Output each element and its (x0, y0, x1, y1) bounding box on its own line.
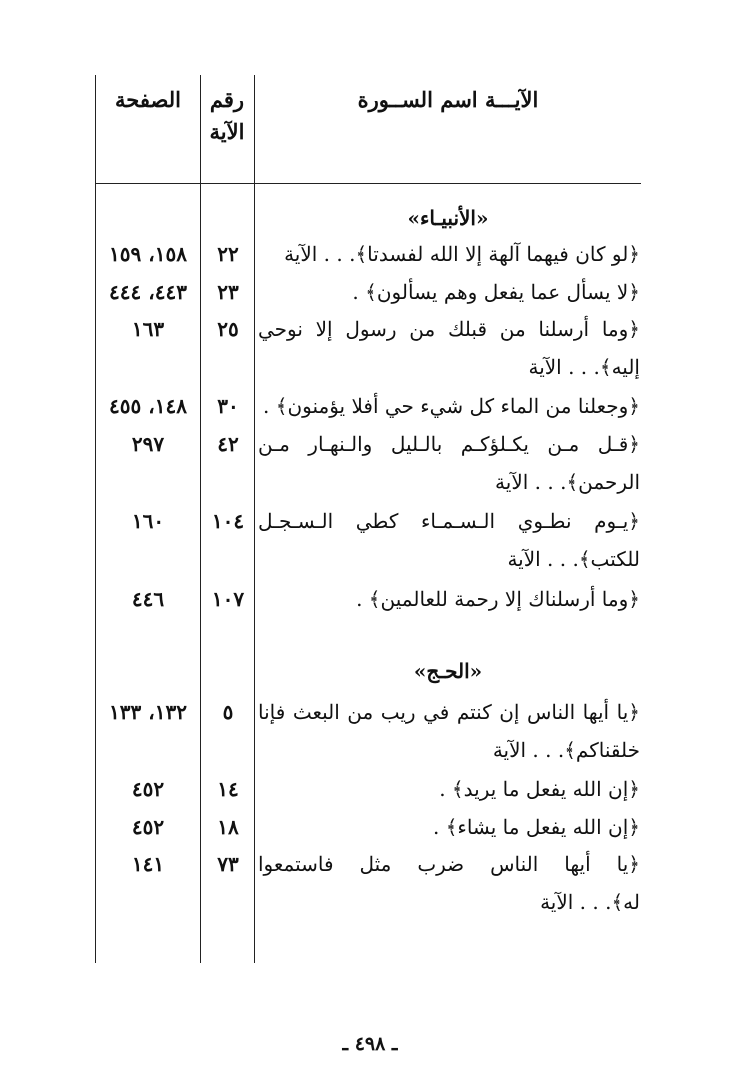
aya-number: ٥ (222, 700, 234, 724)
aya-text: ﴿يا أيها الناس ضرب مثل فاستمعوا له﴾. . . الآية (258, 852, 640, 914)
aya-number: ٢٥ (217, 317, 239, 341)
aya-text: ﴿وجعلنا من الماء كل شيء حي أفلا يؤمنون﴾ . (263, 394, 640, 418)
aya-text: ﴿لو كان فيهما آلهة إلا الله لفسدتا﴾. . . الآية (284, 242, 640, 266)
aya-text: ﴿يا أيها الناس إن كنتم في ريب من البعث فإنا خلقناكم﴾. . . الآية (258, 700, 640, 762)
page-refs: ١٥٨، ١٥٩ (109, 242, 187, 266)
aya-number: ٢٣ (217, 280, 239, 304)
page-refs: ١٦٠ (131, 509, 165, 533)
aya-text: ﴿يـوم نطـوي الـسـمـاء كطي الـسـجـل للكتب﴾. . . الآية (258, 509, 640, 571)
aya-text: ﴿وما أرسلناك إلا رحمة للعالمين﴾ . (356, 587, 640, 611)
aya-text: ﴿لا يسأل عما يفعل وهم يسألون﴾ . (352, 280, 640, 304)
aya-number: ١٤ (217, 777, 239, 801)
page-refs: ٢٩٧ (131, 432, 165, 456)
page-refs: ٤٥٢ (131, 815, 165, 839)
header-aya-number: رقم الآية (209, 87, 245, 144)
aya-text: ﴿قـل مـن يكـلؤكـم بالـليل والـنهـار مـن الرحمن﴾. . . الآية (258, 432, 640, 494)
page-refs: ١٤١ (131, 852, 165, 876)
surah-title: «الأنبيـاء» (407, 206, 489, 230)
aya-number: ١٨ (217, 815, 239, 839)
aya-number: ٣٠ (217, 394, 239, 418)
page-number: ـ ٤٩٨ ـ (342, 1033, 398, 1055)
surah-title: «الحـج» (413, 659, 483, 683)
header-underline (96, 183, 641, 184)
aya-number: ١٠٧ (211, 587, 245, 611)
page-refs: ٤٥٢ (131, 777, 165, 801)
page-refs: ١٦٣ (131, 317, 165, 341)
aya-text: ﴿وما أرسلنا من قبلك من رسول إلا نوحي إليه﴾. . . الآية (258, 317, 640, 379)
header-page: الصفحة (115, 87, 181, 112)
aya-text: ﴿إن الله يفعل ما يريد﴾ . (439, 777, 640, 801)
page-refs: ٤٤٦ (131, 587, 165, 611)
page-refs: ١٣٢، ١٣٣ (109, 700, 187, 724)
aya-number: ٧٣ (217, 852, 239, 876)
aya-text: ﴿إن الله يفعل ما يشاء﴾ . (432, 815, 640, 839)
header-aya-surah: الآيـــة اسم الســورة (357, 87, 539, 112)
page-refs: ١٤٨، ٤٥٥ (109, 394, 187, 418)
aya-number: ٢٢ (217, 242, 239, 266)
aya-number: ١٠٤ (211, 509, 245, 533)
aya-number: ٤٢ (217, 432, 239, 456)
page-refs: ٤٤٣، ٤٤٤ (109, 280, 187, 304)
